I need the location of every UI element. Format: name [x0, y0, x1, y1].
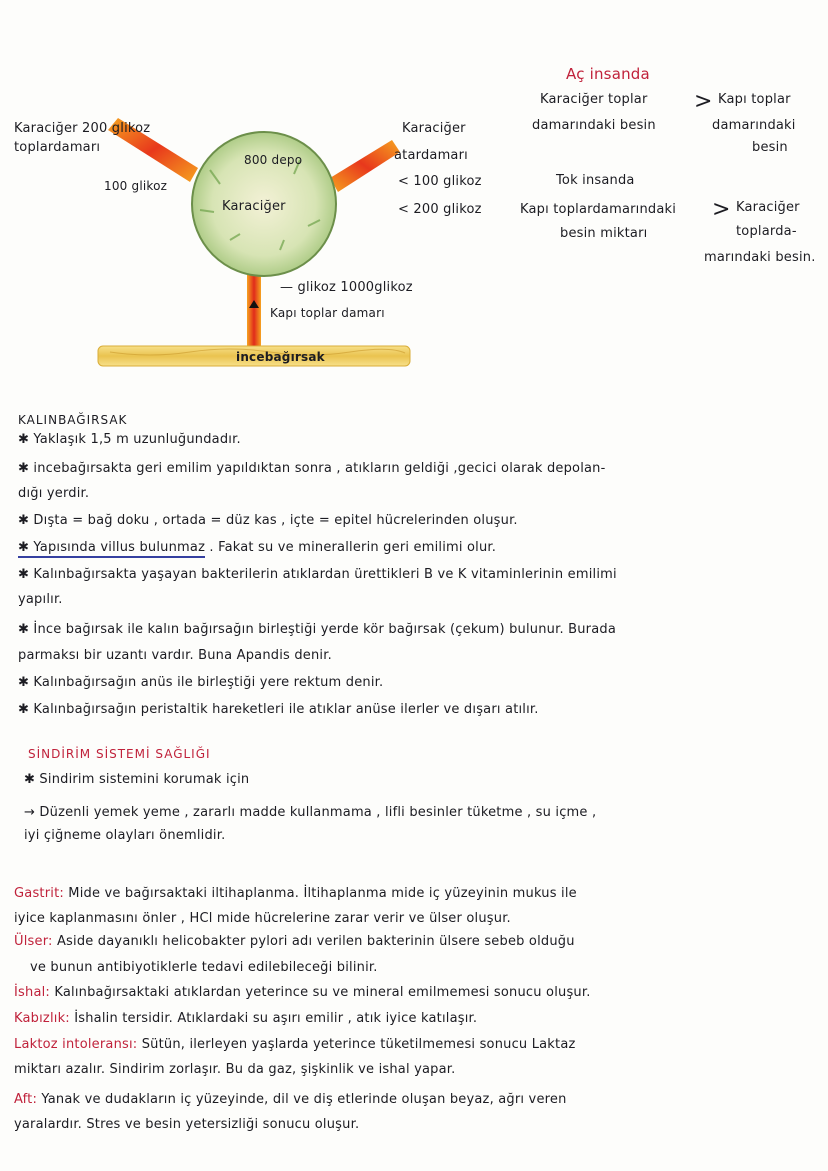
hungry-right-3: besin [752, 140, 788, 155]
full-right-1: Karaciğer [736, 200, 800, 215]
right-glucose-lt100: < 100 glikoz [398, 174, 482, 189]
full-right-3: marındaki besin. [704, 250, 816, 265]
depot-label: 800 depo [244, 153, 303, 167]
left-vein-label-2: toplardamarı [14, 140, 101, 155]
disease-gastrit [14, 886, 577, 902]
disease-term: İshal: [14, 985, 51, 1000]
li-line-5: ✱ Kalınbağırsakta yaşayan bakterilerin atıklardan ürettikleri B ve K vitaminlerinin emilimi [18, 567, 617, 582]
left-glucose-label: 100 glikoz [104, 179, 168, 193]
disease-desc: Sütün, ilerleyen yaşlarda yeterince tüketilmemesi sonucu Laktaz [137, 1037, 576, 1052]
disease-ulser [14, 934, 575, 950]
liver-label: Karaciğer [222, 199, 286, 214]
li-line-3: ✱ Dışta = bağ doku , ortada = düz kas , içte = epitel hücrelerinden oluşur. [18, 513, 518, 528]
disease-aft-2: yaralardır. Stres ve besin yetersizliği sonucu oluşur. [14, 1117, 360, 1132]
hungry-right-1: Kapı toplar [718, 92, 791, 107]
full-title: Tok insanda [556, 173, 635, 188]
disease-desc: Aside dayanıklı helicobakter pylori adı verilen bakterinin ülsere sebeb olduğu [52, 934, 575, 949]
li-line-4-rest: . Fakat su ve minerallerin geri emilimi olur. [205, 540, 497, 555]
hungry-title: Aç insanda [566, 65, 650, 83]
full-left-1: Kapı toplardamarındaki [520, 202, 677, 217]
health-line-0: ✱ Sindirim sistemini korumak için [24, 772, 250, 787]
hungry-left-2: damarındaki besin [532, 118, 656, 133]
small-intestine-label: incebağırsak [236, 350, 325, 364]
portal-glucose-label: — glikoz 1000glikoz [280, 280, 413, 295]
li-line-10: ✱ Kalınbağırsağın peristaltik hareketleri ile atıklar anüse ilerler ve dışarı atılır. [18, 702, 539, 717]
health-line-1: → Düzenli yemek yeme , zararlı madde kullanmama , lifli besinler tüketme , su içme , [24, 805, 597, 820]
li-line-4 [18, 540, 496, 556]
disease-laktoz [14, 1037, 576, 1053]
health-heading: SİNDİRİM SİSTEMİ SAĞLIĞI [28, 747, 211, 761]
disease-term: Laktoz intoleransı: [14, 1037, 138, 1052]
li-line-2: dığı yerdir. [18, 486, 90, 501]
right-artery-label-1: Karaciğer [402, 121, 466, 136]
disease-term: Aft: [14, 1092, 38, 1107]
portal-vein-label: Kapı toplar damarı [270, 306, 385, 320]
greater-than-icon-2: > [712, 197, 731, 222]
disease-gastrit-2: iyice kaplanmasını önler , HCl mide hücrelerine zarar verir ve ülser oluşur. [14, 911, 511, 926]
hungry-left-1: Karaciğer toplar [540, 92, 648, 107]
disease-term: Gastrit: [14, 886, 64, 901]
right-glucose-lt200: < 200 glikoz [398, 202, 482, 217]
disease-desc: Mide ve bağırsaktaki iltihaplanma. İltihaplanma mide iç yüzeyinin mukus ile [63, 886, 577, 901]
disease-aft [14, 1092, 567, 1108]
hepatic-artery-right [330, 140, 400, 192]
full-left-2: besin miktarı [560, 226, 648, 241]
health-line-2: iyi çiğneme olayları önemlidir. [24, 828, 226, 843]
full-right-2: toplarda- [736, 224, 797, 239]
li-line-9: ✱ Kalınbağırsağın anüs ile birleştiği yere rektum denir. [18, 675, 384, 690]
disease-desc: İshalin tersidir. Atıklardaki su aşırı emilir , atık iyice katılaşır. [69, 1011, 478, 1026]
disease-laktoz-2: miktarı azalır. Sindirim zorlaşır. Bu da gaz, şişkinlik ve ishal yapar. [14, 1062, 456, 1077]
hungry-right-2: damarındaki [712, 118, 796, 133]
disease-kabizlik [14, 1011, 477, 1027]
li-line-7: ✱ İnce bağırsak ile kalın bağırsağın birleştiği yerde kör bağırsak (çekum) bulunur. Burada [18, 622, 617, 637]
li-line-0: ✱ Yaklaşık 1,5 m uzunluğundadır. [18, 432, 241, 447]
disease-term: Ülser: [14, 934, 53, 949]
villus-underlined: ✱ Yapısında villus bulunmaz [18, 540, 205, 558]
li-line-1: ✱ incebağırsakta geri emilim yapıldıktan sonra , atıkların geldiği ,gecici olarak depolan- [18, 461, 606, 476]
greater-than-icon: > [694, 89, 713, 114]
right-artery-label-2: atardamarı [394, 148, 468, 163]
disease-ishal [14, 985, 591, 1001]
disease-term: Kabızlık: [14, 1011, 70, 1026]
disease-desc: Yanak ve dudakların iç yüzeyinde, dil ve diş etlerinde oluşan beyaz, ağrı veren [37, 1092, 567, 1107]
large-intestine-heading: KALINBAĞIRSAK [18, 413, 128, 427]
disease-ulser-2: ve bunun antibiyotiklerle tedavi edilebileceği bilinir. [30, 960, 378, 975]
disease-desc: Kalınbağırsaktaki atıklardan yeterince su ve mineral emilmemesi sonucu oluşur. [50, 985, 591, 1000]
li-line-6: yapılır. [18, 592, 63, 607]
li-line-8: parmaksı bir uzantı vardır. Buna Apandis denir. [18, 648, 332, 663]
left-vein-label-1: Karaciğer 200 glikoz [14, 121, 151, 136]
